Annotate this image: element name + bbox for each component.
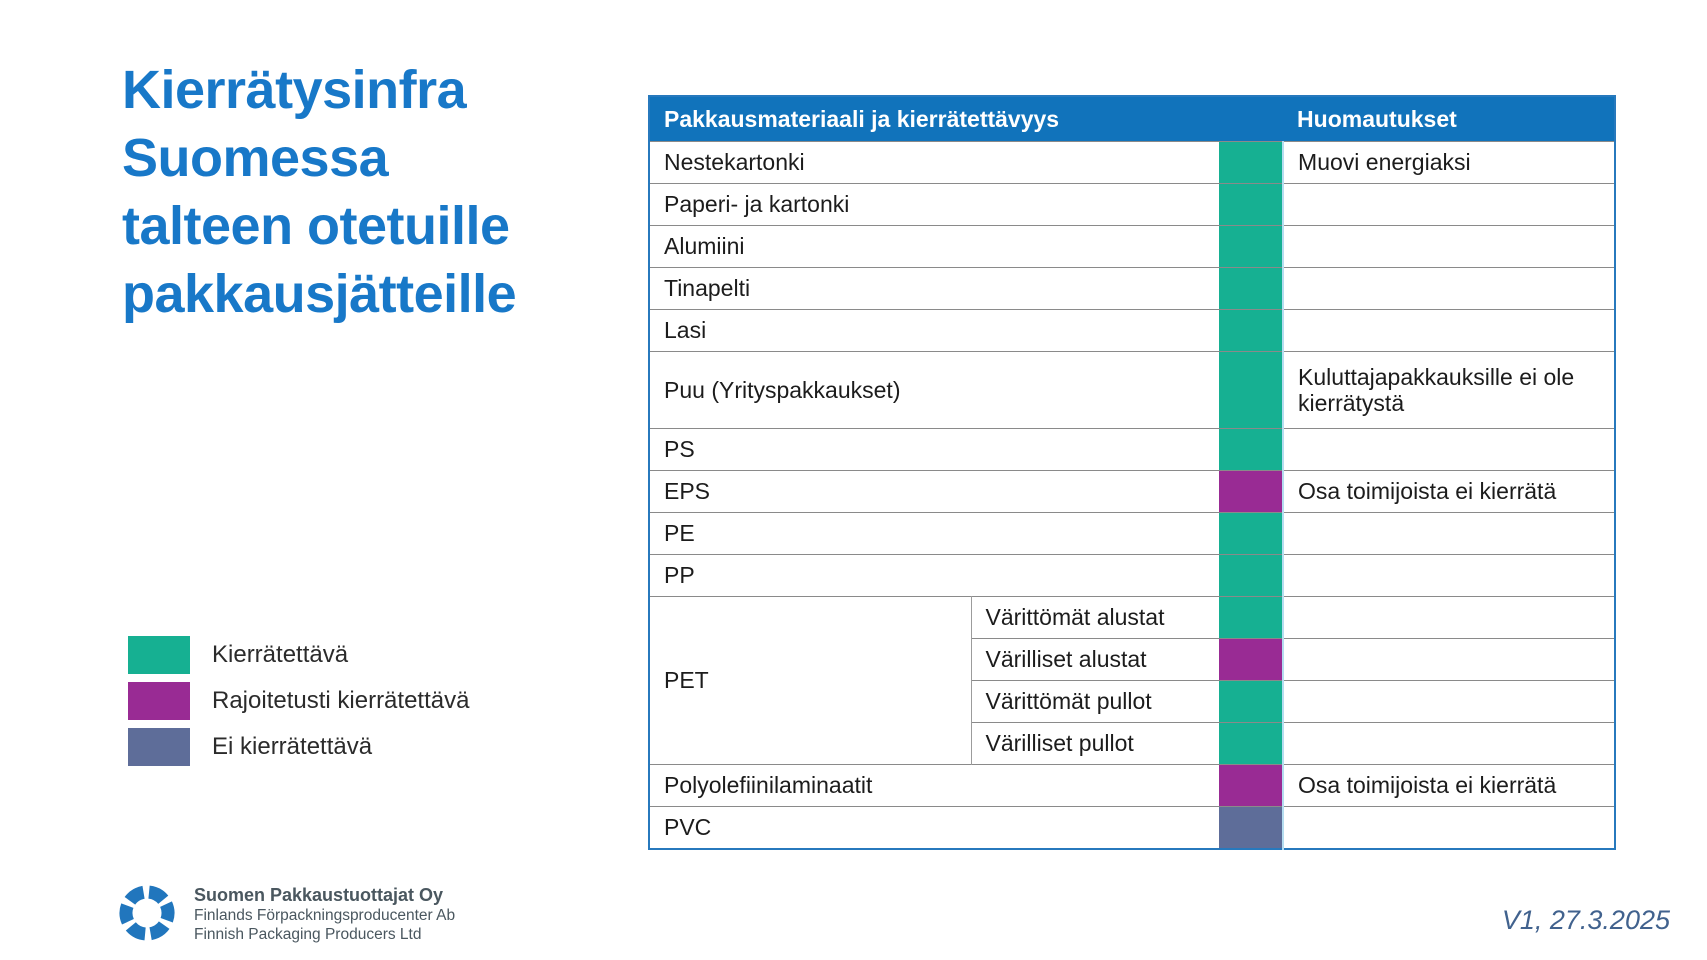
company-name-block bbox=[194, 882, 455, 945]
company-name-en: Finnish Packaging Producers Ltd bbox=[194, 925, 422, 943]
status-band bbox=[1219, 807, 1283, 850]
variant-cell: Värittömät pullot bbox=[971, 681, 1219, 723]
materials-table-wrap bbox=[648, 95, 1616, 850]
materials-table-body bbox=[649, 142, 1615, 850]
column-header-notes: Huomautukset bbox=[1283, 96, 1615, 142]
legend-label: Rajoitetusti kierrätettävä bbox=[212, 687, 470, 714]
variant-cell: Värilliset alustat bbox=[971, 639, 1219, 681]
table-row bbox=[649, 268, 1615, 310]
note-cell bbox=[1283, 513, 1615, 555]
page-title-line: Suomessa bbox=[122, 128, 389, 189]
table-row bbox=[649, 184, 1615, 226]
page-title-line: talteen otetuille bbox=[122, 196, 510, 257]
note-cell bbox=[1283, 310, 1615, 352]
legend-swatch-recyclable bbox=[128, 636, 190, 674]
table-row bbox=[649, 597, 1615, 639]
note-cell: Kuluttajapakkauksille ei ole kierrätystä bbox=[1283, 352, 1615, 429]
status-band bbox=[1219, 723, 1283, 765]
note-cell bbox=[1283, 597, 1615, 639]
material-cell: PS bbox=[649, 429, 1219, 471]
note-cell bbox=[1283, 184, 1615, 226]
variant-cell: Värilliset pullot bbox=[971, 723, 1219, 765]
table-header-row bbox=[649, 96, 1615, 142]
table-row bbox=[649, 555, 1615, 597]
status-band bbox=[1219, 765, 1283, 807]
table-row bbox=[649, 310, 1615, 352]
table-row bbox=[649, 513, 1615, 555]
status-band bbox=[1219, 352, 1283, 429]
material-cell: Tinapelti bbox=[649, 268, 1219, 310]
note-cell bbox=[1283, 226, 1615, 268]
aperture-swirl-icon bbox=[116, 882, 178, 949]
note-cell bbox=[1283, 639, 1615, 681]
material-cell: PET bbox=[649, 597, 971, 765]
material-cell: PE bbox=[649, 513, 1219, 555]
material-cell: Paperi- ja kartonki bbox=[649, 184, 1219, 226]
version-date: V1, 27.3.2025 bbox=[1501, 905, 1670, 935]
table-row bbox=[649, 807, 1615, 850]
material-cell: EPS bbox=[649, 471, 1219, 513]
legend-item-limited bbox=[128, 678, 469, 724]
legend-swatch-not-recyclable bbox=[128, 728, 190, 766]
table-row bbox=[649, 471, 1615, 513]
status-band bbox=[1219, 310, 1283, 352]
table-row bbox=[649, 352, 1615, 429]
note-cell: Osa toimijoista ei kierrätä bbox=[1283, 765, 1615, 807]
variant-cell: Värittömät alustat bbox=[971, 597, 1219, 639]
material-cell: Nestekartonki bbox=[649, 142, 1219, 184]
status-band bbox=[1219, 184, 1283, 226]
note-cell bbox=[1283, 268, 1615, 310]
material-cell: Puu (Yrityspakkaukset) bbox=[649, 352, 1219, 429]
note-cell bbox=[1283, 681, 1615, 723]
table-row bbox=[649, 142, 1615, 184]
note-cell bbox=[1283, 723, 1615, 765]
legend-label: Ei kierrätettävä bbox=[212, 733, 373, 760]
page-title-line: Kierrätysinfra bbox=[122, 60, 467, 120]
column-header-material: Pakkausmateriaali ja kierrätettävyys bbox=[649, 96, 1283, 142]
legend bbox=[128, 632, 469, 770]
status-band bbox=[1219, 268, 1283, 310]
material-cell: Alumiini bbox=[649, 226, 1219, 268]
table-row bbox=[649, 429, 1615, 471]
legend-item-not-recyclable bbox=[128, 724, 469, 770]
material-cell: PP bbox=[649, 555, 1219, 597]
company-name-fi: Suomen Pakkaustuottajat Oy bbox=[194, 885, 444, 905]
status-band bbox=[1219, 597, 1283, 639]
status-band bbox=[1219, 429, 1283, 471]
note-cell bbox=[1283, 555, 1615, 597]
page-title-line: pakkausjätteille bbox=[122, 264, 517, 325]
material-cell: Polyolefiinilaminaatit bbox=[649, 765, 1219, 807]
page-title bbox=[122, 56, 642, 328]
company-logo-block bbox=[116, 882, 455, 949]
materials-table bbox=[648, 95, 1616, 850]
table-row bbox=[649, 765, 1615, 807]
status-band bbox=[1219, 142, 1283, 184]
material-cell: PVC bbox=[649, 807, 1219, 850]
legend-label: Kierrätettävä bbox=[212, 641, 349, 668]
material-cell: Lasi bbox=[649, 310, 1219, 352]
status-band bbox=[1219, 513, 1283, 555]
status-band bbox=[1219, 681, 1283, 723]
note-cell bbox=[1283, 429, 1615, 471]
status-band bbox=[1219, 639, 1283, 681]
note-cell bbox=[1283, 807, 1615, 850]
status-band bbox=[1219, 226, 1283, 268]
status-band bbox=[1219, 555, 1283, 597]
legend-swatch-limited bbox=[128, 682, 190, 720]
note-cell: Muovi energiaksi bbox=[1283, 142, 1615, 184]
company-name-sv: Finlands Förpackningsproducenter Ab bbox=[194, 906, 456, 924]
legend-item-recyclable bbox=[128, 632, 469, 678]
status-band bbox=[1219, 471, 1283, 513]
note-cell: Osa toimijoista ei kierrätä bbox=[1283, 471, 1615, 513]
table-row bbox=[649, 226, 1615, 268]
